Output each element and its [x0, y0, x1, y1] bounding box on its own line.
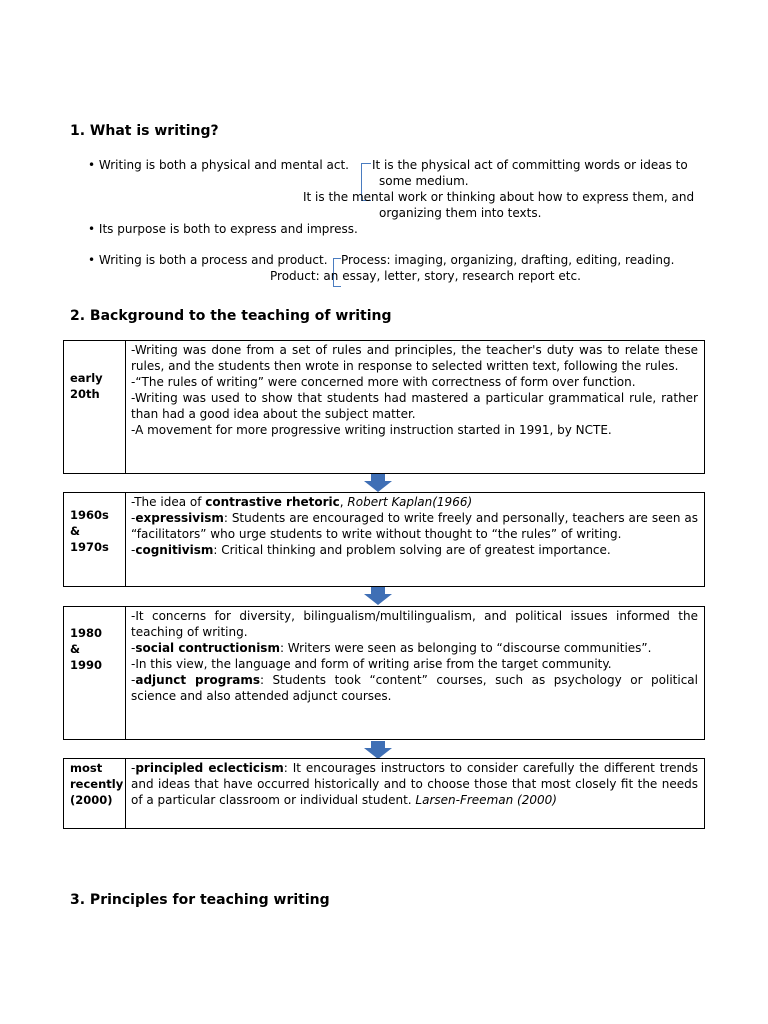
row-line: -The idea of contrastive rhetoric, Robert Kaplan(1966) — [131, 495, 473, 509]
row-line: -expressivism: Students are encouraged to write freely and personally, teachers are seen as “facilitators” who urge students to write without thought to “the rules” of writing. — [131, 511, 698, 541]
bullet-3-lead: Writing is both a process and product. — [98, 253, 328, 267]
row-line: -cognitivism: Critical thinking and problem solving are of greatest importance. — [131, 543, 611, 557]
row-body — [126, 759, 704, 808]
row-label: most recently (2000) — [64, 759, 126, 828]
row-line: -principled eclecticism: It encourages instructors to consider carefully the different trends and ideas that have occurred historically and to choose those that most closely fit the needs of a particular classroom or individual student. Larsen-Freeman (2000) — [131, 761, 699, 807]
section-3-heading: 3. Principles for teaching writing — [70, 892, 330, 908]
timeline-row-1960s-1970s — [63, 492, 705, 587]
bullet-1-physical-line1: It is the physical act of committing words or ideas to — [372, 158, 688, 172]
row-body — [126, 341, 704, 438]
section-1-heading: 1. What is writing? — [70, 123, 219, 139]
down-arrow-icon — [362, 474, 394, 492]
bullet-3-product: Product: an essay, letter, story, research report etc. — [270, 269, 581, 283]
row-line: -It concerns for diversity, bilingualism/multilingualism, and political issues informed the teaching of writing. — [131, 609, 698, 639]
bullet-1-physical-line2: some medium. — [379, 174, 469, 188]
timeline-row-early-20th — [63, 340, 705, 474]
timeline-row-most-recently — [63, 758, 705, 829]
down-arrow-icon — [362, 587, 394, 605]
bullet-3-process: Process: imaging, organizing, drafting, editing, reading. — [341, 253, 675, 267]
bullet-2: • Its purpose is both to express and impress. — [88, 222, 358, 236]
bullet-1-mental-line2: organizing them into texts. — [379, 206, 542, 220]
row-line: -A movement for more progressive writing instruction started in 1991, by NCTE. — [131, 423, 612, 437]
bullet-3: • Writing is both a process and product. — [88, 253, 328, 267]
row-label: 1960s & 1970s — [64, 493, 126, 586]
down-arrow-icon — [362, 741, 394, 759]
row-line: -Writing was used to show that students had mastered a particular grammatical rule, rather than had a good idea about the subject matter. — [131, 391, 698, 421]
row-body — [126, 607, 704, 704]
bullet-2-text: Its purpose is both to express and impress. — [98, 222, 358, 236]
row-line: -adjunct programs: Students took “content” courses, such as psychology or political science and also attended adjunct courses. — [131, 673, 698, 703]
row-label: early 20th — [64, 341, 126, 473]
row-label: 1980 & 1990 — [64, 607, 126, 739]
row-line: -social contructionism: Writers were seen as belonging to “discourse communities”. — [131, 641, 652, 655]
row-body — [126, 493, 704, 558]
bullet-1-mental-line1: It is the mental work or thinking about how to express them, and — [303, 190, 695, 204]
section-2-heading: 2. Background to the teaching of writing — [70, 308, 392, 324]
row-line: -Writing was done from a set of rules and principles, the teacher's duty was to relate these rules, and the students then wrote in response to selected written text, following the rules. — [131, 343, 698, 373]
row-line: -In this view, the language and form of writing arise from the target community. — [131, 657, 612, 671]
bullet-1: • Writing is both a physical and mental act. — [88, 158, 349, 172]
timeline-row-1980-1990 — [63, 606, 705, 740]
bullet-1-lead: Writing is both a physical and mental act. — [98, 158, 349, 172]
row-line: -“The rules of writing” were concerned more with correctness of form over function. — [131, 375, 636, 389]
